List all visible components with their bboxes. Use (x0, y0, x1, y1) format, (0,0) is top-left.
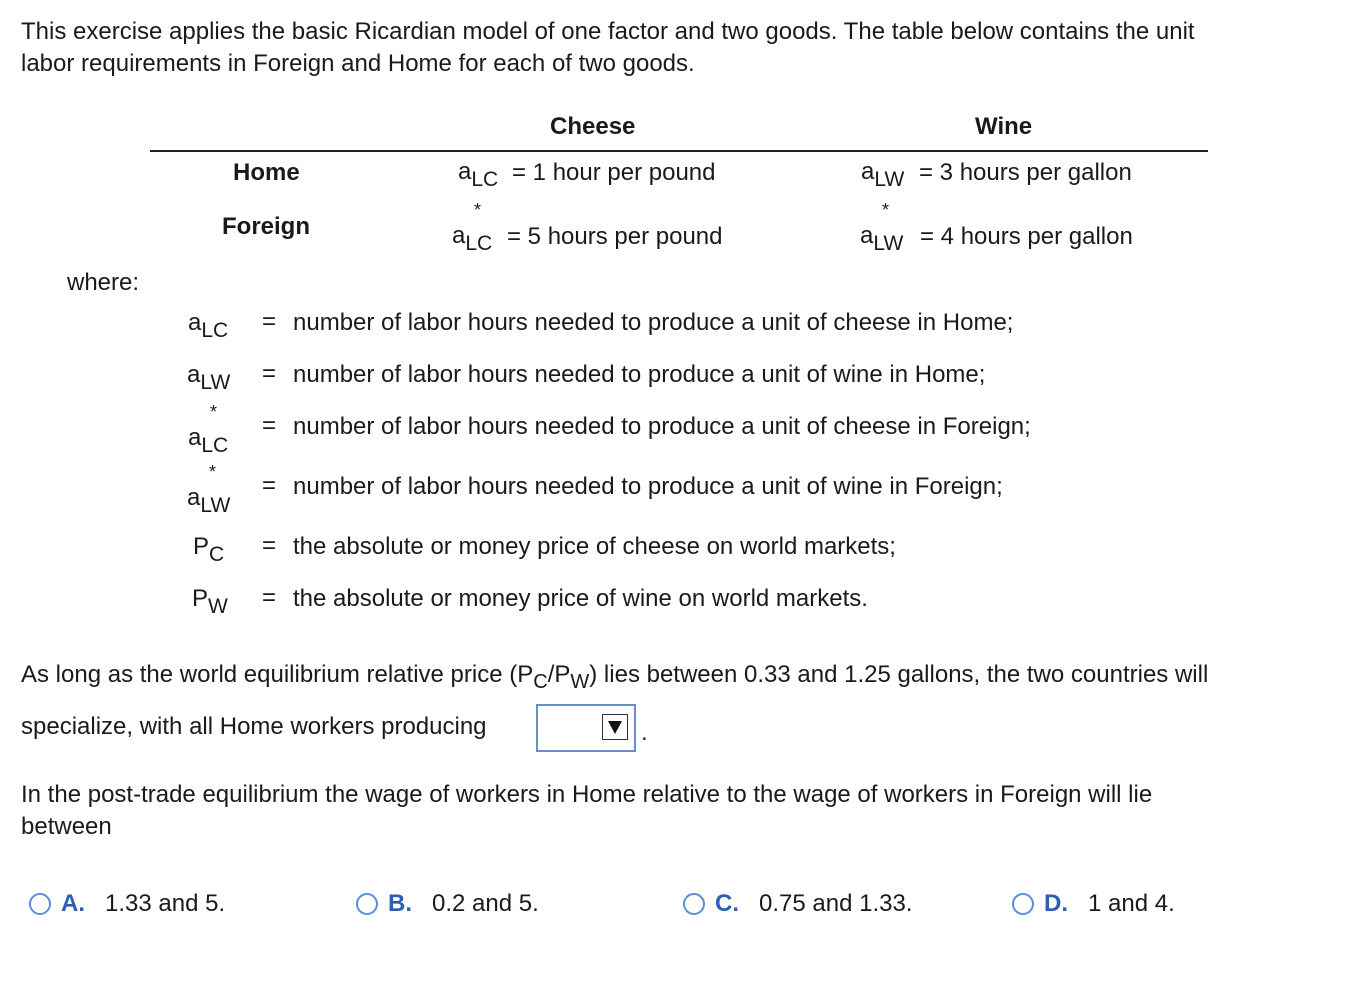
definition-text: number of labor hours needed to produce a unit of wine in Foreign; (293, 473, 1003, 500)
table-rule (150, 150, 1208, 152)
home-wine-value: = 3 hours per gallon (919, 159, 1132, 186)
question2-line1: In the post-trade equilibrium the wage of workers in Home relative to the wage of workers in Foreign will lie (21, 781, 1153, 808)
definition-var: aLC * (188, 402, 229, 457)
definition-text: number of labor hours needed to produce a unit of wine in Home; (293, 361, 986, 388)
home-wine-var: aLW (861, 158, 905, 191)
choice-letter: B. (388, 890, 412, 917)
definition-var: aLW * (187, 462, 231, 517)
intro-line-2: labor requirements in Foreign and Home for each of two goods. (21, 50, 695, 77)
question2-line2: between (21, 813, 112, 840)
definition-var: aLC (188, 309, 229, 342)
definition-text: the absolute or money price of cheese on world markets; (293, 533, 896, 560)
definition-equals: = (262, 532, 277, 559)
intro-line-1: This exercise applies the basic Ricardian model of one factor and two goods. The table below contains the unit (21, 18, 1195, 45)
intro-paragraph (21, 16, 1321, 80)
radio-icon[interactable] (1012, 893, 1034, 915)
table-row-home-label: Home (233, 159, 300, 186)
foreign-wine-value: = 4 hours per gallon (920, 223, 1133, 250)
question1-period: . (641, 719, 648, 746)
dropdown-arrow-icon[interactable] (602, 714, 628, 740)
definition-var: PW (192, 585, 228, 618)
question1-line2: specialize, with all Home workers producing (21, 713, 487, 740)
choice-d[interactable] (1012, 890, 1175, 918)
choice-text: 0.2 and 5. (432, 890, 539, 917)
definition-equals: = (262, 308, 277, 335)
radio-icon[interactable] (356, 893, 378, 915)
table-header-wine: Wine (975, 113, 1033, 140)
home-production-dropdown[interactable] (536, 704, 636, 752)
table-row-foreign-label: Foreign (222, 213, 310, 240)
choice-letter: D. (1044, 890, 1068, 917)
definition-equals: = (262, 584, 277, 611)
choice-text: 1 and 4. (1088, 890, 1175, 917)
radio-icon[interactable] (29, 893, 51, 915)
radio-icon[interactable] (683, 893, 705, 915)
foreign-cheese-var: aLC * (452, 200, 493, 255)
definition-equals: = (262, 412, 277, 439)
definition-text: number of labor hours needed to produce a unit of cheese in Foreign; (293, 413, 1031, 440)
question1-line1: As long as the world equilibrium relative price $(P_C/P_W)$ lies between 0.33 and 1.25 gallons, the two countries will (21, 661, 1209, 693)
where-label: where: (67, 269, 140, 296)
definition-var: aLW (187, 361, 231, 394)
foreign-cheese-value: = 5 hours per pound (507, 223, 723, 250)
choice-a[interactable] (29, 890, 225, 918)
choice-letter: A. (61, 890, 85, 917)
home-cheese-var: aLC (458, 158, 499, 191)
table-header-cheese: Cheese (550, 113, 636, 140)
foreign-wine-var: aLW * (860, 200, 904, 255)
choice-b[interactable] (356, 890, 539, 918)
choice-c[interactable] (683, 890, 912, 918)
definition-text: the absolute or money price of wine on world markets. (293, 585, 868, 612)
home-cheese-value: = 1 hour per pound (512, 159, 716, 186)
definition-var: PC (193, 533, 225, 566)
definition-equals: = (262, 360, 277, 387)
choice-text: 0.75 and 1.33. (759, 890, 913, 917)
choice-text: 1.33 and 5. (105, 890, 226, 917)
definition-equals: = (262, 472, 277, 499)
choice-letter: C. (715, 890, 739, 917)
definition-text: number of labor hours needed to produce a unit of cheese in Home; (293, 309, 1014, 336)
